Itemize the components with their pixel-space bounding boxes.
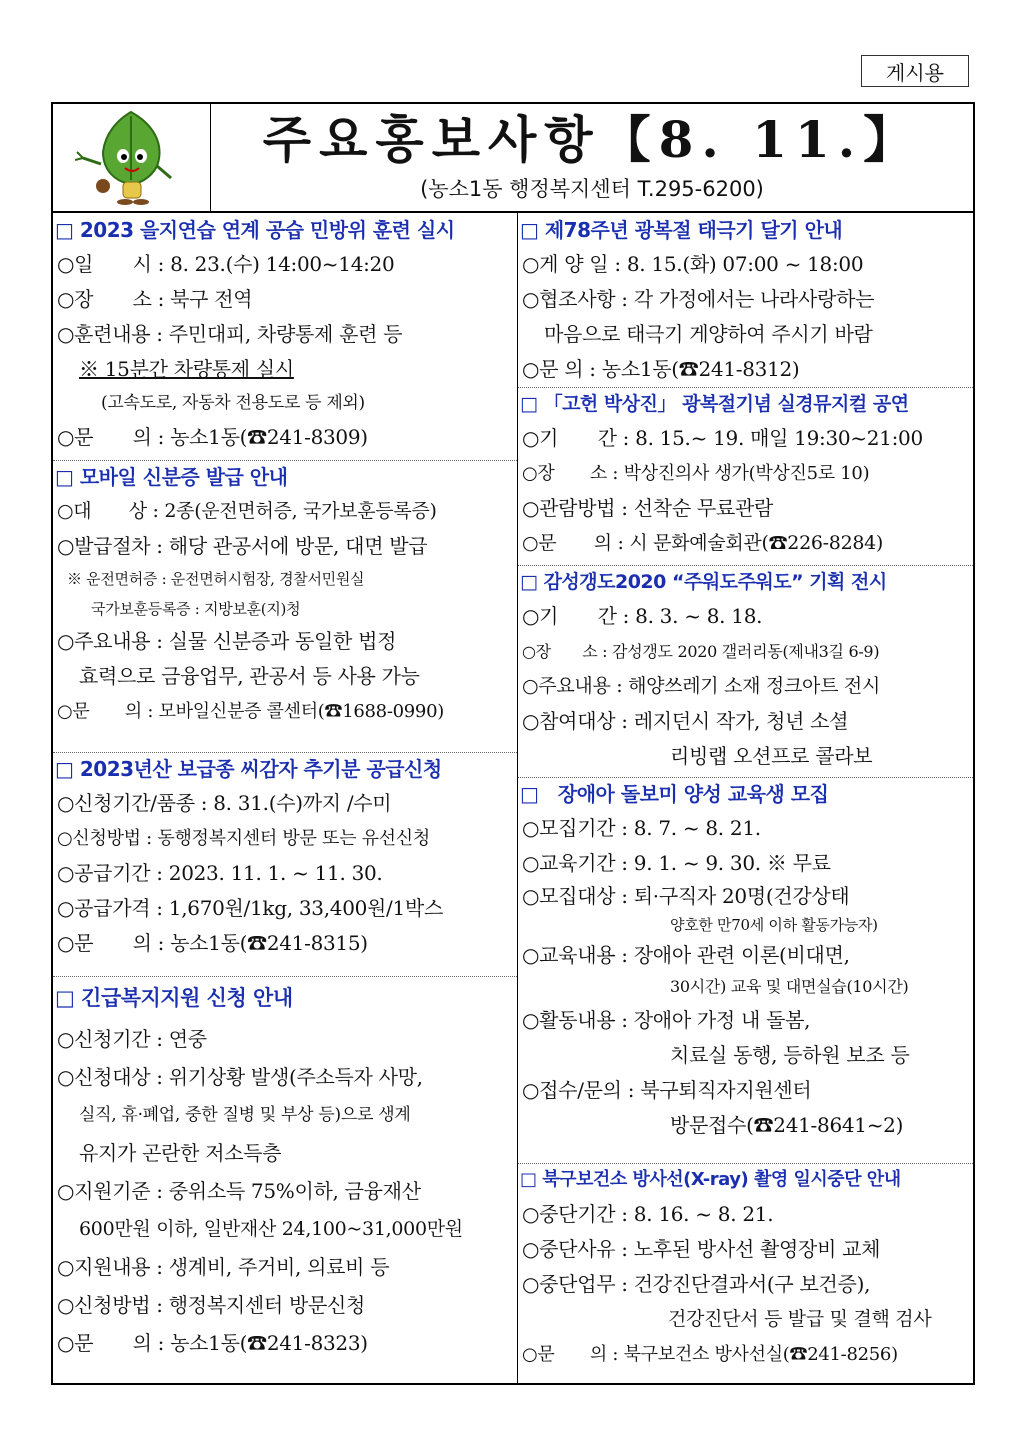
info-line: ○참여대상 : 레지던시 작가, 청년 소셜 — [522, 709, 849, 733]
info-line: 실직, 휴·폐업, 중한 질병 및 부상 등)으로 생계 — [79, 1105, 411, 1125]
notice-emergency-welfare — [53, 976, 517, 1383]
info-line: ○주요내용 : 실물 신분증과 동일한 법정 — [57, 629, 397, 653]
info-line: 리빙랩 오션프로 콜라보 — [670, 744, 873, 768]
left-column — [53, 213, 518, 1383]
info-line: ○중단기간 : 8. 16. ~ 8. 21. — [522, 1202, 774, 1226]
info-line: ○관람방법 : 선착순 무료관람 — [522, 496, 773, 520]
notice-seed-potato — [53, 752, 517, 977]
contact-line: ○문 의 : 농소1동(☎241-8323) — [57, 1331, 368, 1355]
bulletin-frame — [51, 102, 975, 1385]
info-line: ○신청기간/품종 : 8. 31.(수)까지 /수미 — [57, 791, 392, 815]
contact-line: ○문 의 : 시 문화예술회관(☎226-8284) — [522, 532, 884, 554]
info-line: ○지원기준 : 중위소득 75%이하, 금융재산 — [57, 1179, 421, 1203]
info-line: 30시간) 교육 및 대면실습(10시간) — [670, 977, 909, 996]
note-line: ※ 15분간 차량통제 실시 — [79, 357, 294, 381]
info-line: ○교육기간 : 9. 1. ~ 9. 30. ※ 무료 — [522, 851, 831, 875]
notice-disability-caregiver — [518, 777, 973, 1164]
info-line: 마음으로 태극기 게양하여 주시기 바람 — [544, 322, 873, 346]
info-line: ○공급가격 : 1,670원/1kg, 33,400원/1박스 — [57, 896, 443, 920]
notice-musical — [518, 387, 973, 566]
info-line: ○훈련내용 : 주민대피, 차량통제 훈련 등 — [57, 322, 403, 346]
section-title: □ 북구보건소 방사선(X-ray) 촬영 일시중단 안내 — [520, 1169, 901, 1190]
info-line: ○일 시 : 8. 23.(수) 14:00~14:20 — [57, 252, 395, 276]
mascot-logo — [53, 104, 211, 211]
info-line: ○지원내용 : 생계비, 주거비, 의료비 등 — [57, 1255, 390, 1279]
section-title: □ 2023년산 보급종 씨감자 추기분 공급신청 — [55, 757, 442, 781]
info-line: 600만원 이하, 일반재산 24,100~31,000만원 — [79, 1218, 463, 1240]
contact-line: ○문 의 : 농소1동(☎241-8312) — [522, 357, 800, 381]
info-line: 건강진단서 등 발급 및 결핵 검사 — [668, 1308, 932, 1330]
info-line: ○신청기간 : 연중 — [57, 1027, 207, 1051]
notice-liberation-flag — [518, 213, 973, 388]
note-line: ※ 운전면허증 : 운전면허시험장, 경찰서민원실 — [67, 570, 365, 588]
info-line: ○장 소 : 감성갱도 2020 갤러리동(제내3길 6-9) — [522, 642, 880, 661]
info-line: ○교육내용 : 장애아 관련 이론(비대면, — [522, 943, 850, 967]
info-line: ○신청대상 : 위기상황 발생(주소득자 사망, — [57, 1065, 423, 1089]
info-line: ○모집대상 : 퇴·구직자 20명(건강상태 — [522, 884, 850, 908]
note-line: 국가보훈등록증 : 지방보훈(지)청 — [91, 600, 301, 618]
page-title: 주요홍보사항【8. 11.】 — [262, 110, 922, 169]
contact-line: ○문 의 : 북구보건소 방사선실(☎241-8256) — [522, 1344, 898, 1365]
posting-tag: 게시용 — [861, 55, 969, 87]
info-line: 치료실 동행, 등하원 보조 등 — [670, 1043, 910, 1067]
page-subtitle: (농소1동 행정복지센터 T.295-6200) — [420, 177, 764, 201]
info-line: ○주요내용 : 해양쓰레기 소재 정크아트 전시 — [522, 675, 880, 697]
info-line: ○게 양 일 : 8. 15.(화) 07:00 ~ 18:00 — [522, 252, 864, 276]
section-title: □ 감성갱도2020 “주워도주워도” 기획 전시 — [520, 571, 887, 593]
section-title: □ 제78주년 광복절 태극기 달기 안내 — [520, 218, 843, 242]
note-line: (고속도로, 자동차 전용도로 등 제외) — [101, 393, 365, 413]
info-line: 유지가 곤란한 저소득층 — [79, 1141, 282, 1165]
info-line: ○활동내용 : 장애아 가정 내 돌봄, — [522, 1008, 811, 1032]
info-line: ○신청방법 : 행정복지센터 방문신청 — [57, 1293, 366, 1317]
info-line: ○대 상 : 2종(운전면허증, 국가보훈등록증) — [57, 500, 437, 522]
info-line: ○장 소 : 박상진의사 생가(박상진5로 10) — [522, 463, 870, 484]
notice-civil-defense — [53, 213, 517, 461]
info-line: ○모집기간 : 8. 7. ~ 8. 21. — [522, 816, 761, 840]
header — [53, 104, 973, 213]
info-line: 양호한 만70세 이하 활동가능자) — [670, 916, 878, 934]
section-title: □ 긴급복지지원 신청 안내 — [55, 986, 293, 1010]
section-title: □ 「고헌 박상진」 광복절기념 실경뮤지컬 공연 — [520, 393, 909, 415]
contact-line: ○문 의 : 모바일신분증 콜센터(☎1688-0990) — [57, 701, 444, 722]
info-line: 효력으로 금융업무, 관공서 등 사용 가능 — [79, 664, 420, 688]
right-column — [518, 213, 973, 1383]
notice-xray-suspension — [518, 1163, 973, 1383]
info-line: ○장 소 : 북구 전역 — [57, 287, 253, 311]
info-line: ○기 간 : 8. 3. ~ 8. 18. — [522, 604, 763, 628]
info-line: ○공급기간 : 2023. 11. 1. ~ 11. 30. — [57, 861, 383, 885]
info-line: ○협조사항 : 각 가정에서는 나라사랑하는 — [522, 287, 875, 311]
info-line: ○중단사유 : 노후된 방사선 촬영장비 교체 — [522, 1237, 881, 1261]
leaf-mascot-icon — [53, 104, 210, 211]
info-line: ○발급절차 : 해당 관공서에 방문, 대면 발급 — [57, 534, 428, 558]
notice-mobile-id — [53, 460, 517, 753]
section-title: □ 2023 을지연습 연계 공습 민방위 훈련 실시 — [55, 218, 455, 242]
contact-line: ○문 의 : 농소1동(☎241-8315) — [57, 931, 368, 955]
info-line: ○신청방법 : 동행정복지센터 방문 또는 유선신청 — [57, 828, 430, 849]
info-line: ○중단업무 : 건강진단결과서(구 보건증), — [522, 1272, 871, 1296]
info-line: ○기 간 : 8. 15.~ 19. 매일 19:30~21:00 — [522, 426, 923, 450]
section-title: □ 모바일 신분증 발급 안내 — [55, 465, 288, 489]
section-title: □ 장애아 돌보미 양성 교육생 모집 — [520, 782, 829, 806]
info-line: ○접수/문의 : 북구퇴직자지원센터 — [522, 1078, 812, 1102]
contact-line: 방문접수(☎241-8641~2) — [670, 1113, 904, 1137]
notice-exhibition — [518, 565, 973, 778]
contact-line: ○문 의 : 농소1동(☎241-8309) — [57, 425, 368, 449]
